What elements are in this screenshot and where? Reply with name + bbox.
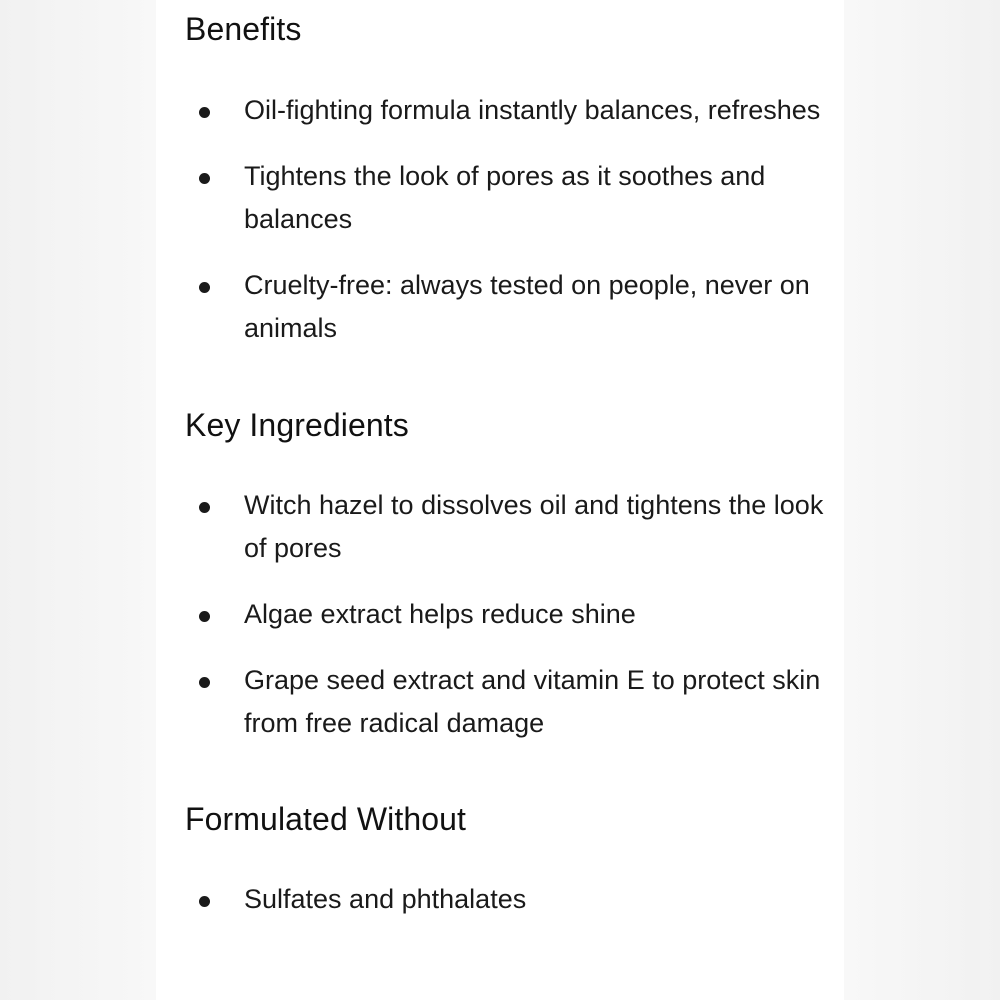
key-ingredients-section	[185, 404, 825, 745]
formulated-without-heading: Formulated Without	[185, 801, 467, 837]
list-item-text: Cruelty-free: always tested on people, never on animals	[244, 270, 810, 343]
bullet-icon	[199, 282, 210, 293]
list-item	[185, 89, 824, 132]
list-item-text: Tightens the look of pores as it soothes and balances	[244, 161, 766, 234]
list-item	[185, 264, 824, 350]
list-item-text: Oil-fighting formula instantly balances, refreshes	[244, 95, 821, 125]
list-item	[185, 484, 824, 570]
formulated-without-section	[185, 798, 825, 921]
list-item	[185, 659, 824, 745]
list-item	[185, 593, 824, 636]
bullet-icon	[199, 173, 210, 184]
benefits-section	[185, 8, 825, 350]
bullet-icon	[199, 677, 210, 688]
list-item	[185, 878, 824, 921]
list-item-text: Sulfates and phthalates	[244, 884, 527, 914]
product-details-content	[185, 8, 825, 921]
list-item-text: Algae extract helps reduce shine	[244, 599, 636, 629]
bullet-icon	[199, 502, 210, 513]
list-item-text: Grape seed extract and vitamin E to protect skin from free radical damage	[244, 665, 821, 738]
list-item-text: Witch hazel to dissolves oil and tightens the look of pores	[244, 490, 824, 563]
page-background-right	[844, 0, 1000, 1000]
formulated-without-list	[185, 878, 825, 921]
benefits-list	[185, 89, 825, 350]
bullet-icon	[199, 107, 210, 118]
key-ingredients-list	[185, 484, 825, 745]
bullet-icon	[199, 896, 210, 907]
key-ingredients-heading: Key Ingredients	[185, 407, 409, 443]
product-details-panel	[156, 0, 844, 1000]
bullet-icon	[199, 611, 210, 622]
benefits-heading: Benefits	[185, 11, 302, 47]
page-background-left	[0, 0, 156, 1000]
list-item	[185, 155, 824, 241]
